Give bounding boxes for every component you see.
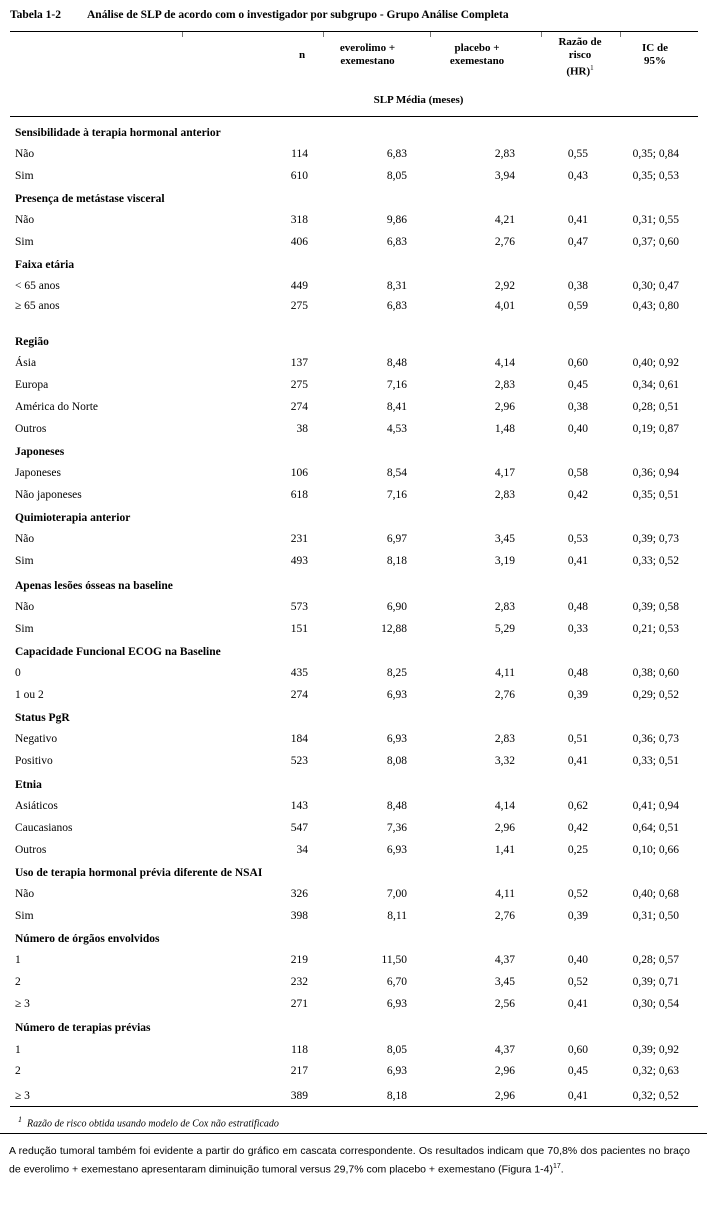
subgroup-label: ≥ 3	[15, 1090, 30, 1102]
subgroup-label: Ásia	[15, 357, 37, 369]
subgroup-label: Sim	[15, 910, 34, 922]
cell-confidence-interval: 0,36; 0,94	[632, 467, 679, 479]
subgroup-label: 1	[15, 1044, 21, 1056]
group-header-row	[0, 191, 707, 207]
cell-everolimo-slp: 6,93	[386, 733, 407, 745]
table-row	[0, 1042, 707, 1058]
cell-n: 106	[290, 467, 308, 479]
cell-confidence-interval: 0,35; 0,84	[632, 148, 679, 160]
cell-everolimo-slp: 8,18	[386, 555, 407, 567]
footnote-rule	[0, 1133, 707, 1134]
subgroup-label: Não	[15, 214, 35, 226]
table-row	[0, 377, 707, 393]
table-row	[0, 146, 707, 162]
cell-hazard-ratio: 0,58	[567, 467, 588, 479]
header-confidence-interval: IC de 95%	[642, 42, 668, 67]
table-row	[0, 168, 707, 184]
cell-placebo-slp: 3,32	[494, 755, 515, 767]
cell-confidence-interval: 0,21; 0,53	[632, 623, 679, 635]
cell-confidence-interval: 0,10; 0,66	[632, 844, 679, 856]
group-header-row	[0, 257, 707, 273]
cell-placebo-slp: 2,83	[494, 733, 515, 745]
table-row	[0, 399, 707, 415]
cell-confidence-interval: 0,34; 0,61	[632, 379, 679, 391]
cell-placebo-slp: 2,96	[494, 1065, 515, 1077]
group-label: Uso de terapia hormonal prévia diferente de NSAI	[15, 867, 263, 879]
cell-n: 318	[290, 214, 308, 226]
table-row	[0, 355, 707, 371]
group-label: Presença de metástase visceral	[15, 193, 165, 205]
subgroup-label: Não	[15, 533, 35, 545]
table-row	[0, 687, 707, 703]
table-row	[0, 842, 707, 858]
table-row	[0, 798, 707, 814]
cell-placebo-slp: 3,19	[494, 555, 515, 567]
cell-placebo-slp: 2,56	[494, 998, 515, 1010]
cell-placebo-slp: 2,83	[494, 379, 515, 391]
table-row	[0, 1063, 707, 1079]
subgroup-label: Japoneses	[15, 467, 61, 479]
group-header-row	[0, 444, 707, 460]
group-label: Número de terapias prévias	[15, 1022, 151, 1034]
cell-hazard-ratio: 0,33	[567, 623, 588, 635]
group-header-row	[0, 510, 707, 526]
cell-hazard-ratio: 0,48	[567, 667, 588, 679]
cell-n: 449	[290, 280, 308, 292]
cell-confidence-interval: 0,41; 0,94	[632, 800, 679, 812]
cell-hazard-ratio: 0,25	[567, 844, 588, 856]
table-row	[0, 996, 707, 1012]
cell-confidence-interval: 0,37; 0,60	[632, 236, 679, 248]
table-row	[0, 298, 707, 314]
cell-everolimo-slp: 8,18	[386, 1090, 407, 1102]
cell-n: 523	[290, 755, 308, 767]
column-tick	[620, 32, 621, 37]
cell-placebo-slp: 4,14	[494, 800, 515, 812]
cell-placebo-slp: 4,11	[495, 888, 515, 900]
cell-hazard-ratio: 0,55	[567, 148, 588, 160]
cell-confidence-interval: 0,35; 0,53	[632, 170, 679, 182]
group-header-row	[0, 1020, 707, 1036]
cell-hazard-ratio: 0,41	[567, 555, 588, 567]
cell-n: 231	[290, 533, 308, 545]
subgroup-label: Outros	[15, 423, 47, 435]
cell-everolimo-slp: 6,93	[386, 1065, 407, 1077]
table-row	[0, 974, 707, 990]
cell-placebo-slp: 2,96	[494, 401, 515, 413]
cell-confidence-interval: 0,40; 0,92	[632, 357, 679, 369]
group-label: Número de órgãos envolvidos	[15, 933, 160, 945]
cell-hazard-ratio: 0,45	[567, 1065, 588, 1077]
cell-n: 406	[290, 236, 308, 248]
cell-confidence-interval: 0,31; 0,50	[632, 910, 679, 922]
cell-placebo-slp: 4,14	[494, 357, 515, 369]
cell-everolimo-slp: 6,83	[386, 236, 407, 248]
cell-n: 618	[290, 489, 308, 501]
cell-n: 118	[291, 1044, 308, 1056]
group-header-row	[0, 931, 707, 947]
cell-placebo-slp: 2,96	[494, 1090, 515, 1102]
subgroup-label: 1	[15, 954, 21, 966]
cell-placebo-slp: 4,37	[494, 1044, 515, 1056]
header-n: n	[298, 49, 306, 61]
cell-hazard-ratio: 0,62	[567, 800, 588, 812]
cell-n: 275	[290, 300, 308, 312]
cell-everolimo-slp: 8,25	[386, 667, 407, 679]
table-number: Tabela 1-2	[10, 9, 62, 21]
table-row	[0, 1088, 707, 1104]
table-row	[0, 234, 707, 250]
cell-hazard-ratio: 0,48	[567, 601, 588, 613]
cell-placebo-slp: 4,37	[494, 954, 515, 966]
cell-everolimo-slp: 8,48	[386, 800, 407, 812]
cell-placebo-slp: 1,48	[494, 423, 515, 435]
subgroup-label: ≥ 65 anos	[15, 300, 60, 312]
cell-hazard-ratio: 0,40	[567, 954, 588, 966]
cell-hazard-ratio: 0,41	[567, 1090, 588, 1102]
subgroup-label: Positivo	[15, 755, 53, 767]
cell-placebo-slp: 2,92	[494, 280, 515, 292]
bottom-rule	[10, 1106, 698, 1107]
cell-everolimo-slp: 6,70	[386, 976, 407, 988]
cell-everolimo-slp: 12,88	[381, 623, 407, 635]
cell-confidence-interval: 0,35; 0,51	[632, 489, 679, 501]
cell-hazard-ratio: 0,60	[567, 357, 588, 369]
cell-confidence-interval: 0,40; 0,68	[632, 888, 679, 900]
cell-confidence-interval: 0,39; 0,73	[632, 533, 679, 545]
cell-n: 271	[290, 998, 308, 1010]
cell-everolimo-slp: 7,16	[386, 489, 407, 501]
table-row	[0, 531, 707, 547]
cell-hazard-ratio: 0,45	[567, 379, 588, 391]
subgroup-label: Negativo	[15, 733, 58, 745]
cell-n: 274	[290, 689, 308, 701]
cell-placebo-slp: 3,45	[494, 976, 515, 988]
subgroup-label: Não japoneses	[15, 489, 82, 501]
group-label: Quimioterapia anterior	[15, 512, 131, 524]
cell-hazard-ratio: 0,60	[567, 1044, 588, 1056]
subgroup-label: 2	[15, 976, 21, 988]
footnote: $^1$ Razão de risco obtida usando modelo de Cox não estratificado	[18, 1115, 279, 1130]
cell-placebo-slp: 2,83	[494, 601, 515, 613]
cell-hazard-ratio: 0,38	[567, 280, 588, 292]
cell-everolimo-slp: 6,93	[386, 998, 407, 1010]
cell-everolimo-slp: 8,31	[386, 280, 407, 292]
cell-n: 547	[290, 822, 308, 834]
group-label: Status PgR	[15, 712, 70, 724]
cell-n: 435	[290, 667, 308, 679]
subgroup-label: 1 ou 2	[15, 689, 44, 701]
cell-hazard-ratio: 0,40	[567, 423, 588, 435]
cell-n: 34	[296, 844, 308, 856]
cell-confidence-interval: 0,38; 0,60	[632, 667, 679, 679]
cell-placebo-slp: 1,41	[494, 844, 515, 856]
cell-confidence-interval: 0,43; 0,80	[632, 300, 679, 312]
cell-placebo-slp: 2,76	[494, 910, 515, 922]
cell-hazard-ratio: 0,59	[567, 300, 588, 312]
cell-placebo-slp: 2,76	[494, 236, 515, 248]
table-row	[0, 487, 707, 503]
cell-everolimo-slp: 6,93	[386, 844, 407, 856]
subgroup-label: Não	[15, 148, 35, 160]
cell-n: 398	[290, 910, 308, 922]
group-header-row	[0, 644, 707, 660]
header-rule	[10, 116, 698, 117]
cell-n: 184	[290, 733, 308, 745]
column-tick	[182, 32, 183, 37]
subgroup-label: Caucasianos	[15, 822, 73, 834]
table-row	[0, 820, 707, 836]
subgroup-label: ≥ 3	[15, 998, 30, 1010]
cell-confidence-interval: 0,28; 0,51	[632, 401, 679, 413]
cell-n: 389	[290, 1090, 308, 1102]
cell-n: 493	[290, 555, 308, 567]
cell-n: 217	[290, 1065, 308, 1077]
subgroup-label: Sim	[15, 236, 34, 248]
table-caption	[10, 9, 509, 21]
cell-confidence-interval: 0,36; 0,73	[632, 733, 679, 745]
cell-confidence-interval: 0,32; 0,63	[632, 1065, 679, 1077]
cell-hazard-ratio: 0,41	[567, 998, 588, 1010]
group-label: Sensibilidade à terapia hormonal anterior	[15, 127, 221, 139]
cell-confidence-interval: 0,33; 0,51	[632, 755, 679, 767]
cell-everolimo-slp: 4,53	[386, 423, 407, 435]
cell-n: 232	[290, 976, 308, 988]
cell-n: 38	[296, 423, 308, 435]
group-label: Capacidade Funcional ECOG na Baseline	[15, 646, 221, 658]
table-row	[0, 553, 707, 569]
header-hazard-ratio: Razão de risco (HR)$^1$	[558, 36, 602, 78]
cell-everolimo-slp: 8,05	[386, 1044, 407, 1056]
subgroup-label: 2	[15, 1065, 21, 1077]
cell-placebo-slp: 4,17	[494, 467, 515, 479]
table-row	[0, 753, 707, 769]
cell-confidence-interval: 0,32; 0,52	[632, 1090, 679, 1102]
group-header-row	[0, 334, 707, 350]
cell-n: 573	[290, 601, 308, 613]
group-label: Região	[15, 336, 49, 348]
table-row	[0, 621, 707, 637]
subgroup-label: Não	[15, 888, 35, 900]
cell-hazard-ratio: 0,51	[567, 733, 588, 745]
group-header-row	[0, 125, 707, 141]
group-label: Faixa etária	[15, 259, 75, 271]
cell-confidence-interval: 0,30; 0,54	[632, 998, 679, 1010]
subgroup-label: Europa	[15, 379, 49, 391]
cell-confidence-interval: 0,39; 0,58	[632, 601, 679, 613]
cell-n: 143	[290, 800, 308, 812]
cell-hazard-ratio: 0,47	[567, 236, 588, 248]
cell-hazard-ratio: 0,52	[567, 888, 588, 900]
header-everolimo: everolimo + exemestano	[339, 42, 396, 67]
cell-confidence-interval: 0,19; 0,87	[632, 423, 679, 435]
group-label: Apenas lesões ósseas na baseline	[15, 580, 173, 592]
group-label: Japoneses	[15, 446, 65, 458]
group-header-row	[0, 710, 707, 726]
cell-everolimo-slp: 7,00	[386, 888, 407, 900]
cell-n: 326	[290, 888, 308, 900]
table-row	[0, 465, 707, 481]
cell-confidence-interval: 0,33; 0,52	[632, 555, 679, 567]
table-row	[0, 908, 707, 924]
column-tick	[323, 32, 324, 37]
cell-everolimo-slp: 7,16	[386, 379, 407, 391]
cell-n: 610	[290, 170, 308, 182]
cell-confidence-interval: 0,30; 0,47	[632, 280, 679, 292]
cell-hazard-ratio: 0,41	[567, 214, 588, 226]
cell-everolimo-slp: 8,54	[386, 467, 407, 479]
table-row	[0, 886, 707, 902]
cell-placebo-slp: 4,21	[494, 214, 515, 226]
subgroup-label: Outros	[15, 844, 47, 856]
top-rule	[10, 31, 698, 32]
subgroup-label: Sim	[15, 555, 34, 567]
group-header-row	[0, 777, 707, 793]
column-tick	[541, 32, 542, 37]
cell-confidence-interval: 0,64; 0,51	[632, 822, 679, 834]
table-row	[0, 421, 707, 437]
subgroup-label: 0	[15, 667, 21, 679]
cell-hazard-ratio: 0,39	[567, 689, 588, 701]
cell-placebo-slp: 2,96	[494, 822, 515, 834]
cell-placebo-slp: 3,94	[494, 170, 515, 182]
subgroup-label: Não	[15, 601, 35, 613]
cell-everolimo-slp: 6,83	[386, 300, 407, 312]
cell-hazard-ratio: 0,42	[567, 822, 588, 834]
group-label: Etnia	[15, 779, 42, 791]
cell-everolimo-slp: 6,90	[386, 601, 407, 613]
table-row	[0, 599, 707, 615]
table-row	[0, 278, 707, 294]
cell-confidence-interval: 0,39; 0,71	[632, 976, 679, 988]
cell-n: 137	[290, 357, 308, 369]
cell-n: 151	[290, 623, 308, 635]
table-row	[0, 952, 707, 968]
cell-everolimo-slp: 8,08	[386, 755, 407, 767]
cell-everolimo-slp: 6,97	[386, 533, 407, 545]
subgroup-label: Asiáticos	[15, 800, 58, 812]
cell-placebo-slp: 4,11	[495, 667, 515, 679]
cell-hazard-ratio: 0,39	[567, 910, 588, 922]
cell-placebo-slp: 4,01	[494, 300, 515, 312]
body-paragraph: A redução tumoral também foi evidente a partir do gráfico em cascata correspondente. Os resultados indicam que 70,8% dos pacientes no braço de everolimo + exemestano apresentaram diminuição tumoral versus 29,7% com placebo + exemestano (Figura 1-4)$^{17}$.	[9, 1145, 690, 1176]
cell-confidence-interval: 0,39; 0,92	[632, 1044, 679, 1056]
cell-everolimo-slp: 8,11	[387, 910, 407, 922]
slp-subheader: SLP Média (meses)	[373, 94, 464, 106]
cell-placebo-slp: 3,45	[494, 533, 515, 545]
subgroup-label: Sim	[15, 623, 34, 635]
cell-placebo-slp: 2,76	[494, 689, 515, 701]
cell-n: 274	[290, 401, 308, 413]
cell-everolimo-slp: 11,50	[381, 954, 407, 966]
header-placebo: placebo + exemestano	[449, 42, 505, 67]
cell-everolimo-slp: 6,83	[386, 148, 407, 160]
cell-hazard-ratio: 0,42	[567, 489, 588, 501]
cell-hazard-ratio: 0,52	[567, 976, 588, 988]
cell-placebo-slp: 2,83	[494, 148, 515, 160]
cell-everolimo-slp: 8,48	[386, 357, 407, 369]
table-row	[0, 665, 707, 681]
cell-n: 219	[290, 954, 308, 966]
table-title: Análise de SLP de acordo com o investigador por subgrupo - Grupo Análise Completa	[87, 9, 509, 21]
table-row	[0, 731, 707, 747]
cell-everolimo-slp: 6,93	[386, 689, 407, 701]
subgroup-label: América do Norte	[15, 401, 99, 413]
cell-hazard-ratio: 0,43	[567, 170, 588, 182]
cell-placebo-slp: 5,29	[494, 623, 515, 635]
cell-hazard-ratio: 0,53	[567, 533, 588, 545]
cell-confidence-interval: 0,31; 0,55	[632, 214, 679, 226]
group-header-row	[0, 578, 707, 594]
cell-n: 114	[291, 148, 308, 160]
cell-hazard-ratio: 0,38	[567, 401, 588, 413]
group-header-row	[0, 865, 707, 881]
cell-confidence-interval: 0,28; 0,57	[632, 954, 679, 966]
cell-n: 275	[290, 379, 308, 391]
subgroup-label: Sim	[15, 170, 34, 182]
cell-everolimo-slp: 8,41	[386, 401, 407, 413]
table-row	[0, 212, 707, 228]
column-tick	[430, 32, 431, 37]
cell-placebo-slp: 2,83	[494, 489, 515, 501]
subgroup-label: < 65 anos	[15, 280, 60, 292]
cell-confidence-interval: 0,29; 0,52	[632, 689, 679, 701]
cell-everolimo-slp: 8,05	[386, 170, 407, 182]
cell-hazard-ratio: 0,41	[567, 755, 588, 767]
cell-everolimo-slp: 7,36	[386, 822, 407, 834]
cell-everolimo-slp: 9,86	[386, 214, 407, 226]
